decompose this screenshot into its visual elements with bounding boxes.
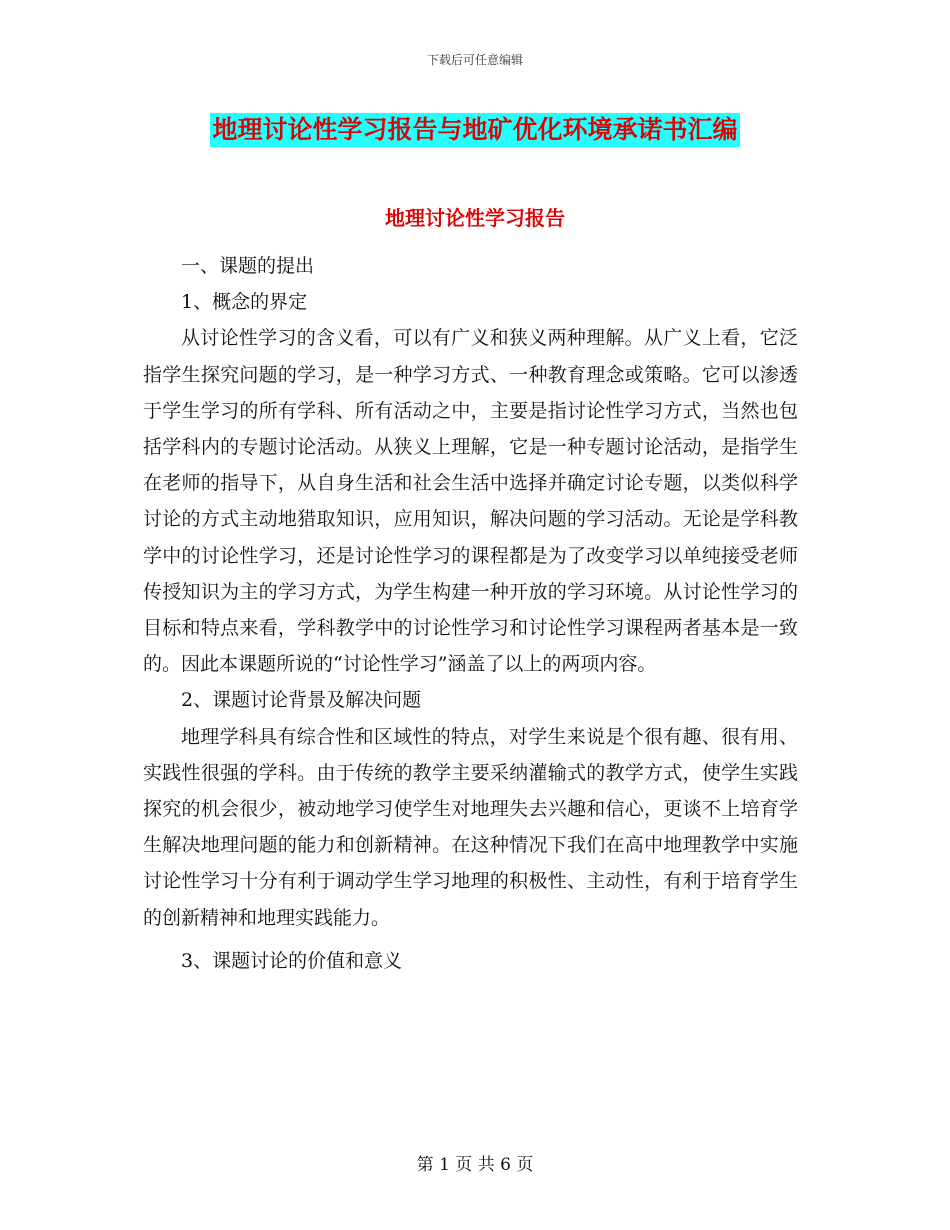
heading-value-significance: 3、课题讨论的价值和意义 (181, 949, 403, 972)
heading-concept-definition: 1、概念的界定 (181, 291, 308, 314)
main-title-container (0, 113, 950, 147)
paragraph-concept: 从讨论性学习的含义看，可以有广义和狭义两种理解。从广义上看，它泛指学生探究问题的学习，是一种学习方式、一种教育理念或策略。它可以渗透于学生学习的所有学科、所有活动之中，主要是指讨论性学习方式，当然也包括学科内的专题讨论活动。从狭义上理解，它是一种专题讨论活动，是指学生在老师的指导下，从自身生活和社会生活中选择并确定讨论专题，以类似科学讨论的方式主动地猎取知识，应用知识，解决问题的学习活动。无论是学科教学中的讨论性学习，还是讨论性学习的课程都是为了改变学习以单纯接受老师传授知识为主的学习方式，为学生构建一种开放的学习环境。从讨论性学习的目标和特点来看，学科教学中的讨论性学习和讨论性学习课程两者基本是一致的。因此本课题所说的“讨论性学习”涵盖了以上的两项内容。 (143, 327, 798, 676)
page-header-note: 下载后可任意编辑 (426, 53, 523, 67)
section-title: 地理讨论性学习报告 (385, 206, 565, 230)
paragraph-background: 地理学科具有综合性和区域性的特点，对学生来说是个很有趣、很有用、实践性很强的学科。由于传统的教学主要采纳灌输式的教学方式，使学生实践探究的机会很少，被动地学习使学生对地理失去兴趣和信心，更谈不上培育学生解决地理问题的能力和创新精神。在这种情况下我们在高中地理教学中实施讨论性学习十分有利于调动学生学习地理的积极性、主动性，有利于培育学生的创新精神和地理实践能力。 (143, 725, 798, 929)
document-body (143, 248, 798, 979)
main-title: 地理讨论性学习报告与地矿优化环境承诺书汇编 (210, 113, 739, 147)
page-number-footer: 第 1 页 共 6 页 (416, 1155, 534, 1175)
heading-topic-proposal: 一、课题的提出 (181, 255, 315, 277)
heading-background: 2、课题讨论背景及解决问题 (181, 689, 422, 712)
